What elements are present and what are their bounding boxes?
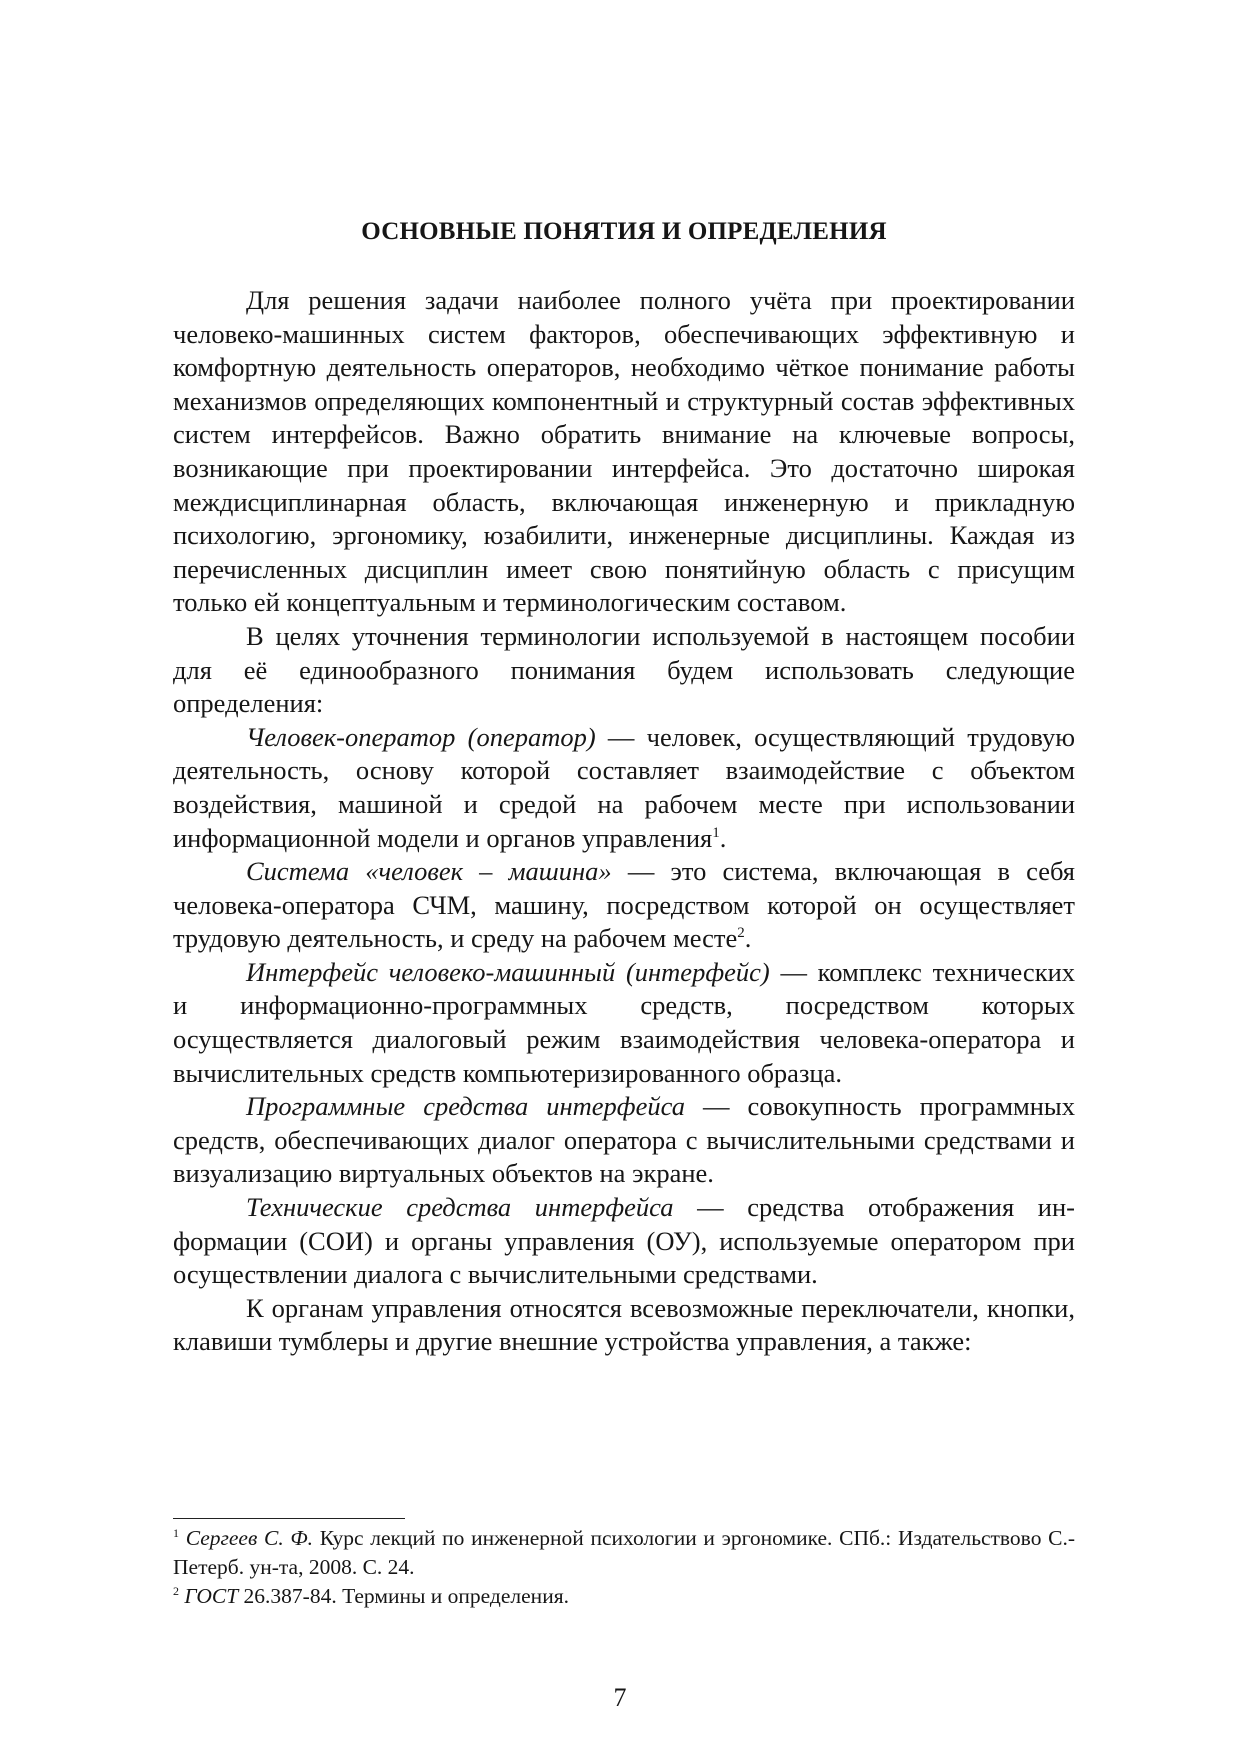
page-title: ОСНОВНЫЕ ПОНЯТИЯ И ОПРЕДЕЛЕНИЯ	[361, 218, 887, 245]
footnote-text: Курс лекций по инженерной психологии и эргономике. СПб.: Издательствово С.-Петерб. ун-та, 2008. С. 24.	[173, 1526, 1076, 1579]
footnote-mark: 2	[173, 1583, 179, 1598]
definition-interface	[173, 956, 1075, 1090]
definition-term: Человек-оператор (оператор)	[246, 721, 596, 752]
footnote-author: ГОСТ	[184, 1584, 239, 1608]
definition-operator	[173, 721, 1075, 855]
page-number: 7	[613, 1683, 627, 1712]
footnote-2	[173, 1582, 1075, 1611]
terminology-paragraph: В целях уточнения терминологии используемой в настоящем пособии для её единообразного понимания будем использовать следующие определения:	[173, 620, 1075, 719]
footnote-ref-2[interactable]: 2	[737, 925, 745, 942]
definition-term: Программные средства интерфейса	[246, 1091, 685, 1122]
definition-text: — совокупность программных средств, обеспечивающих диалог оператора с вычислительными средствами и визуализацию виртуальных объектов на экране.	[173, 1091, 1075, 1189]
definition-text: — комплекс технических и информационно-программных средств, посредством которых осуществляется диалоговый режим взаимодействия человека-оператора и вычислительных средств компьютеризированного образца.	[173, 956, 1076, 1088]
definition-end: .	[719, 822, 727, 853]
definition-text: — средства отображения информации (СОИ) и органы управления (ОУ), используемые оператором при осуществлении диалога с вычислительными средствами.	[173, 1192, 1075, 1290]
footnote-1	[173, 1524, 1075, 1582]
footnote-text: 26.387-84. Термины и определения.	[238, 1584, 569, 1608]
footnote-ref-1[interactable]: 1	[712, 824, 720, 841]
controls-paragraph: К органам управления относятся всевозможные переключатели, кнопки, клавиши тумблеры и другие внешние устройства управления, а также:	[173, 1292, 1075, 1357]
definition-text: — это система, включающая в себя человека-оператора СЧМ, машину, посредством которой он осуществляет трудовую деятельность, и среду на рабочем месте	[173, 856, 1075, 954]
definition-end: .	[744, 923, 752, 954]
definition-hardware	[173, 1191, 1075, 1292]
main-text	[173, 284, 1075, 1359]
definition-system	[173, 855, 1075, 956]
footnote-mark: 1	[173, 1525, 179, 1540]
intro-paragraph: Для решения задачи наиболее полного учёта при проектировании человеко-машинных систем факторов, обеспечивающих эффективную и комфортную деятельность операторов, необходимо чёткое понимание работы механизмов определяющих компонентный и структурный состав эффективных систем интерфейсов. Важно обратить внимание на ключевые вопросы, возникающие при проектировании интерфейса. Это достаточно широкая междисциплинарная область, включающая инженерную и прикладную психологию, эргономику, юзабилити, инженерные дисциплины. Каждая из перечисленных дисциплин имеет свою понятийную область с присущим только ей концептуальным и терминологическим составом.	[173, 285, 1075, 618]
footnote-separator	[173, 1518, 405, 1519]
footnote-author: Сергеев С. Ф.	[185, 1526, 314, 1550]
definition-term: Технические средства интерфейса	[246, 1192, 674, 1223]
definition-term: Интерфейс человеко-машинный (интерфейс)	[246, 956, 770, 987]
definition-text: — человек, осуществляющий трудовую деятельность, основу которой составляет взаимодействие с объектом воздействия, машиной и средой на рабочем месте при использовании информационной модели и органов управления	[173, 721, 1075, 853]
definition-term: Система «человек – машина»	[246, 856, 612, 887]
definition-software	[173, 1090, 1075, 1191]
footnotes	[173, 1524, 1075, 1611]
